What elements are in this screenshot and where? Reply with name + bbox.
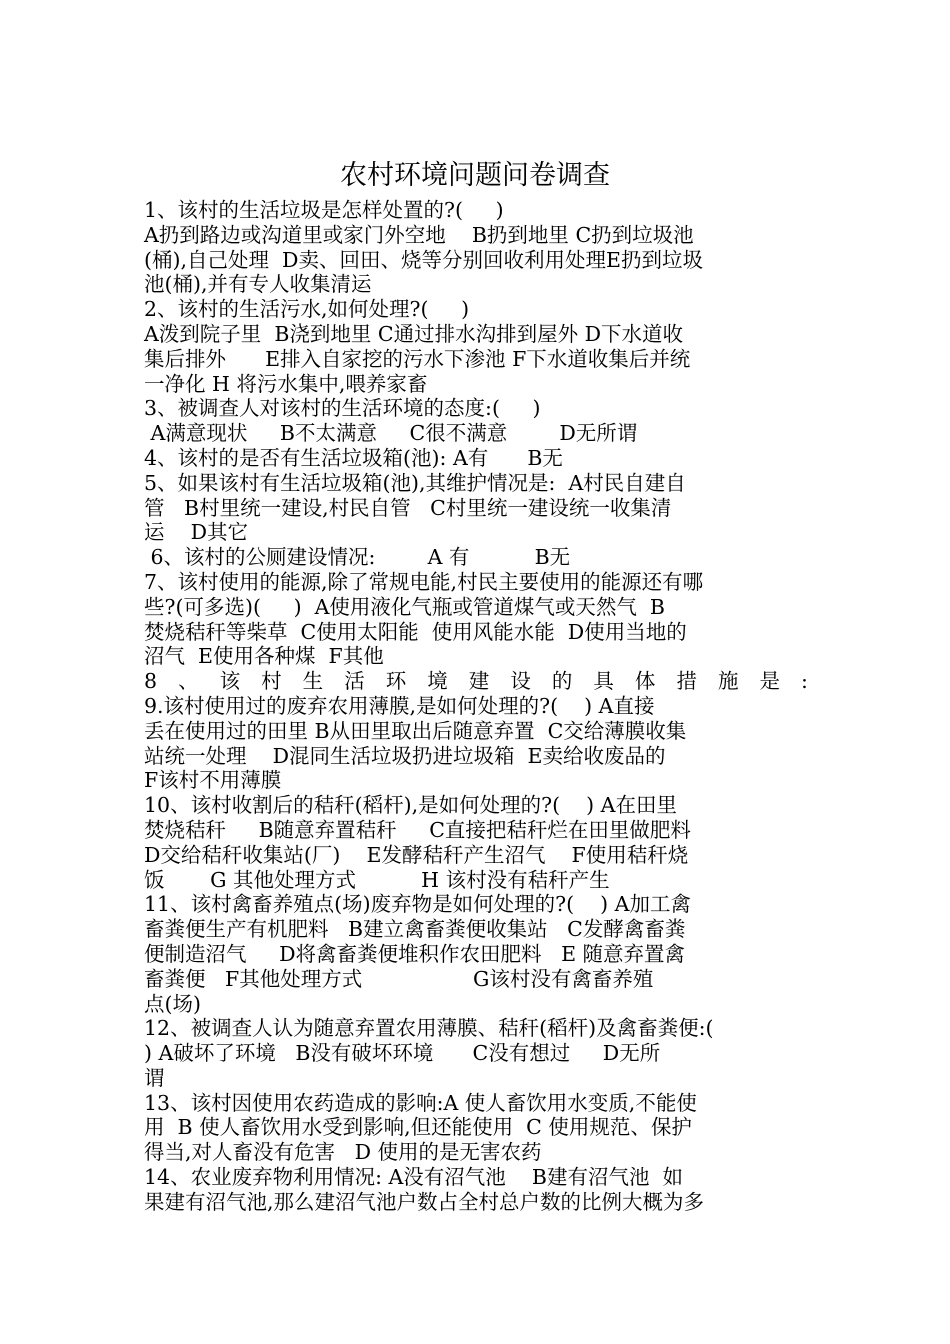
text-line: D交给秸秆收集站(厂) E发酵秸秆产生沼气 F使用秸秆烧 [144, 842, 689, 867]
text-line: 管 B村里统一建设,村民自管 C村里统一建设统一收集清 [144, 495, 672, 520]
text-line: 10、该村收割后的秸秆(稻杆),是如何处理的?( ) A在田里 [144, 793, 677, 818]
text-line: A扔到路边或沟道里或家门外空地 B扔到地里 C扔到垃圾池 [144, 222, 694, 247]
spread-char: 活 [344, 669, 365, 694]
text-line: 12、被调查人认为随意弃置农用薄膜、秸秆(稻杆)及禽畜粪便:( [144, 1016, 714, 1041]
text-line: 7、该村使用的能源,除了常规电能,村民主要使用的能源还有哪 [144, 569, 704, 594]
text-line: 果建有沼气池,那么建沼气池户数占全村总户数的比例大概为多 [144, 1189, 705, 1214]
text-line: 1、该村的生活垃圾是怎样处置的?( ) [144, 198, 504, 222]
text-line: 6、该村的公厕建设情况: A 有 B无 [144, 545, 571, 570]
text-line: 焚烧秸秆 B随意弃置秸秆 C直接把秸秆烂在田里做肥料 [144, 817, 691, 842]
spread-char: 、 [178, 669, 199, 694]
document-title: 农村环境问题问卷调查 [340, 160, 610, 191]
text-line: 4、该村的是否有生活垃圾箱(池): A有 B无 [144, 445, 563, 470]
text-line: 畜粪便生产有机肥料 B建立禽畜粪便收集站 C发酵禽畜粪 [144, 917, 686, 942]
text-line: F该村不用薄膜 [144, 768, 282, 793]
question-8-line [144, 669, 808, 694]
spread-char: 村 [261, 669, 282, 694]
text-line: A泼到院子里 B浇到地里 C通过排水沟排到屋外 D下水道收 [144, 321, 684, 346]
spread-char: 8 [144, 669, 158, 694]
spread-char: 该 [219, 669, 241, 694]
text-line: 11、该村禽畜养殖点(场)废弃物是如何处理的?( ) A加工禽 [144, 892, 691, 917]
document-body [144, 198, 808, 1215]
text-line: 沼气 E使用各种煤 F其他 [144, 644, 384, 669]
text-line: 谓 [144, 1065, 165, 1090]
text-line: 站统一处理 D混同生活垃圾扔进垃圾箱 E卖给收废品的 [144, 743, 666, 768]
text-line: 3、被调查人对该村的生活环境的态度:( ) [144, 396, 541, 421]
text-line: 得当,对人畜没有危害 D 使用的是无害农药 [144, 1140, 542, 1165]
text-line: 9.该村使用过的废弃农用薄膜,是如何处理的?( ) A直接 [144, 693, 655, 718]
spread-char: 体 [634, 669, 656, 694]
text-line: 集后排外 E排入自家挖的污水下渗池 F下水道收集后并统 [144, 346, 691, 371]
text-line: ) A破坏了环境 B没有破坏环境 C没有想过 D无所 [144, 1041, 661, 1066]
text-line: 用 B 使人畜饮用水受到影响,但还能使用 C 使用规范、保护 [144, 1115, 692, 1140]
text-line: 饭 G 其他处理方式 H 该村没有秸秆产生 [144, 867, 610, 892]
spread-char: 措 [676, 669, 697, 694]
text-line: 畜粪便 F其他处理方式 G该村没有禽畜养殖 [144, 966, 654, 991]
text-line: 点(场) [144, 991, 201, 1016]
spread-char: 生 [302, 669, 324, 694]
spread-char: 具 [593, 669, 614, 694]
text-line: 些?(可多选)( ) A使用液化气瓶或管道煤气或天然气 B [144, 594, 665, 619]
text-line: 丢在使用过的田里 B从田里取出后随意弃置 C交给薄膜收集 [144, 718, 687, 743]
text-line: 运 D其它 [144, 520, 249, 545]
spread-char: 环 [385, 669, 407, 694]
text-line: 焚烧秸秆等柴草 C使用太阳能 使用风能水能 D使用当地的 [144, 619, 687, 644]
text-line: 便制造沼气 D将禽畜粪便堆积作农田肥料 E 随意弃置禽 [144, 941, 686, 966]
text-line: 一净化 H 将污水集中,喂养家畜 [144, 371, 428, 396]
spread-char: 是 [759, 669, 781, 694]
text-line: (桶),自己处理 D卖、回田、烧等分别回收利用处理E扔到垃圾 [144, 247, 703, 272]
text-line: A满意现状 B不太满意 C很不满意 D无所谓 [144, 421, 638, 446]
spread-char: 的 [551, 669, 573, 694]
text-line: 5、如果该村有生活垃圾箱(池),其维护情况是: A村民自建自 [144, 470, 686, 495]
spread-char: 设 [510, 669, 531, 694]
text-line: 13、该村因使用农药造成的影响:A 使人畜饮用水变质,不能使 [144, 1090, 697, 1115]
spread-char: 建 [468, 669, 490, 694]
text-line: 2、该村的生活污水,如何处理?( ) [144, 297, 470, 322]
spread-char: 施 [717, 669, 739, 694]
text-line: 14、农业废弃物利用情况: A没有沼气池 B建有沼气池 如 [144, 1165, 683, 1190]
spread-char: 境 [427, 669, 448, 694]
text-line: 池(桶),并有专人收集清运 [144, 272, 372, 297]
spread-char: : [801, 669, 808, 694]
